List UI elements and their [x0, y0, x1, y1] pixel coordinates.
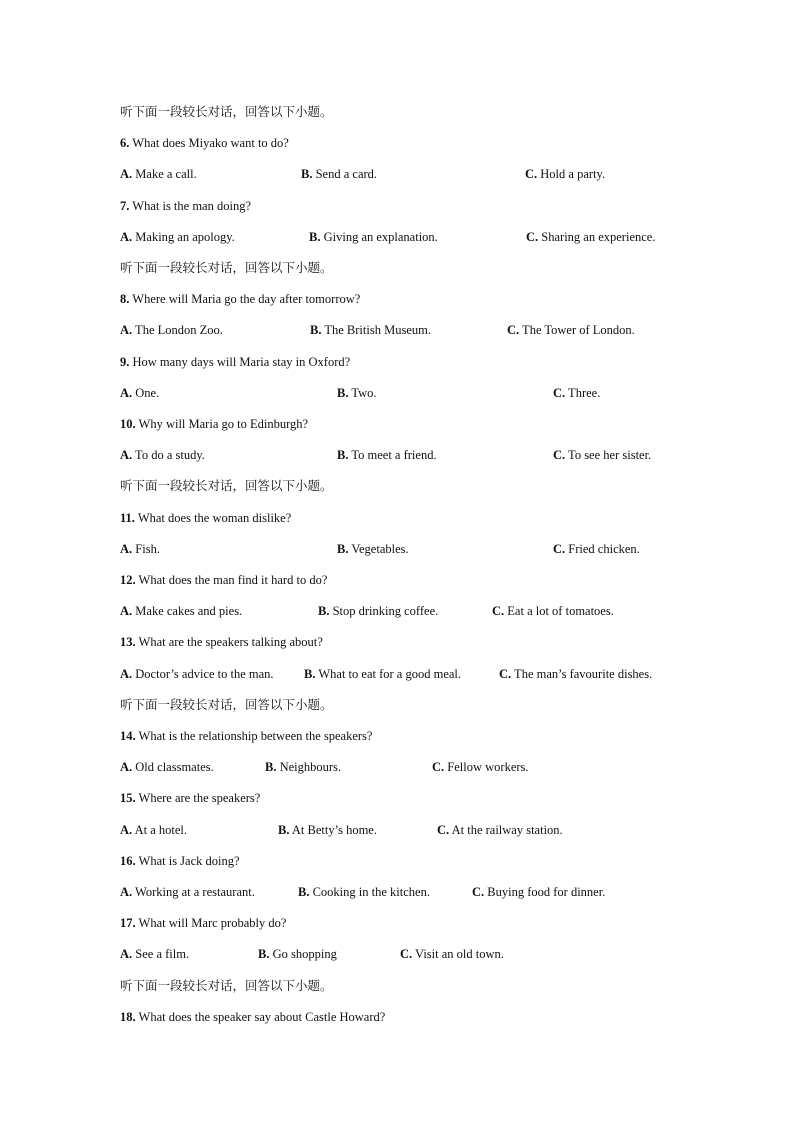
- option-letter: C.: [472, 885, 485, 899]
- answer-option-a[interactable]: [120, 541, 160, 557]
- answer-option-a[interactable]: [120, 946, 189, 962]
- option-letter: A.: [120, 230, 133, 244]
- option-letter: A.: [120, 760, 133, 774]
- question-text: How many days will Maria stay in Oxford?: [129, 355, 351, 369]
- answer-option-c[interactable]: [553, 385, 600, 401]
- option-letter: B.: [298, 885, 310, 899]
- option-text: At the railway station.: [449, 823, 563, 837]
- option-text: Fellow workers.: [444, 760, 529, 774]
- option-text: Giving an explanation.: [320, 230, 438, 244]
- option-text: Fried chicken.: [565, 542, 640, 556]
- section-instruction: 听下面一段较长对话，回答以下小题。: [120, 978, 333, 993]
- option-text: Neighbours.: [276, 760, 342, 774]
- question-number: 15.: [120, 791, 136, 805]
- answer-option-a[interactable]: [120, 603, 242, 619]
- answer-option-a[interactable]: [120, 322, 223, 338]
- answer-option-b[interactable]: [309, 229, 438, 245]
- option-text: The Tower of London.: [519, 323, 635, 337]
- option-text: Old classmates.: [132, 760, 214, 774]
- question-number: 13.: [120, 635, 136, 649]
- answer-option-b[interactable]: [301, 166, 377, 182]
- answer-option-b[interactable]: [318, 603, 438, 619]
- answer-option-b[interactable]: [310, 322, 431, 338]
- option-letter: A.: [120, 542, 133, 556]
- answer-option-c[interactable]: [400, 946, 504, 962]
- option-text: Working at a restaurant.: [132, 885, 255, 899]
- question-text: Where are the speakers?: [135, 791, 261, 805]
- question-text: What is Jack doing?: [135, 854, 240, 868]
- option-text: To see her sister.: [565, 448, 652, 462]
- option-text: Eat a lot of tomatoes.: [504, 604, 614, 618]
- option-letter: A.: [120, 947, 133, 961]
- question: [120, 135, 289, 151]
- option-letter: A.: [120, 604, 133, 618]
- option-letter: C.: [437, 823, 450, 837]
- question-number: 10.: [120, 417, 136, 431]
- answer-option-b[interactable]: [337, 447, 437, 463]
- option-text: What to eat for a good meal.: [315, 667, 462, 681]
- question-number: 14.: [120, 729, 136, 743]
- section-instruction: 听下面一段较长对话，回答以下小题。: [120, 104, 333, 119]
- option-text: Sharing an experience.: [538, 230, 656, 244]
- option-text: At Betty’s home.: [289, 823, 377, 837]
- answer-option-a[interactable]: [120, 759, 214, 775]
- answer-option-c[interactable]: [432, 759, 529, 775]
- option-text: The British Museum.: [321, 323, 431, 337]
- option-text: The man’s favourite dishes.: [511, 667, 653, 681]
- question: [120, 198, 251, 214]
- option-text: Fish.: [132, 542, 160, 556]
- answer-option-c[interactable]: [437, 822, 563, 838]
- option-text: Doctor’s advice to the man.: [132, 667, 274, 681]
- question: [120, 915, 286, 931]
- question: [120, 728, 372, 744]
- option-text: Three.: [565, 386, 601, 400]
- question-text: What does the woman dislike?: [134, 511, 292, 525]
- question-number: 7.: [120, 199, 130, 213]
- option-letter: C.: [525, 167, 538, 181]
- option-letter: B.: [258, 947, 270, 961]
- question-text: Where will Maria go the day after tomorrow?: [129, 292, 361, 306]
- option-letter: B.: [318, 604, 330, 618]
- option-letter: C.: [553, 542, 566, 556]
- option-text: Visit an old town.: [412, 947, 504, 961]
- option-text: Send a card.: [312, 167, 378, 181]
- option-text: The London Zoo.: [132, 323, 223, 337]
- answer-option-a[interactable]: [120, 666, 274, 682]
- option-letter: A.: [120, 667, 133, 681]
- answer-option-b[interactable]: [258, 946, 337, 962]
- question-number: 16.: [120, 854, 136, 868]
- option-letter: B.: [301, 167, 313, 181]
- option-letter: C.: [553, 448, 566, 462]
- question: [120, 790, 260, 806]
- answer-option-c[interactable]: [525, 166, 605, 182]
- answer-option-c[interactable]: [526, 229, 655, 245]
- option-letter: B.: [304, 667, 316, 681]
- option-letter: C.: [492, 604, 505, 618]
- question-text: What will Marc probably do?: [135, 916, 287, 930]
- option-text: Two.: [348, 386, 377, 400]
- question-text: What is the relationship between the speakers?: [135, 729, 373, 743]
- answer-option-b[interactable]: [337, 541, 409, 557]
- question-text: What does Miyako want to do?: [129, 136, 289, 150]
- option-text: Buying food for dinner.: [484, 885, 606, 899]
- answer-option-a[interactable]: [120, 822, 187, 838]
- question-number: 12.: [120, 573, 136, 587]
- option-letter: C.: [507, 323, 520, 337]
- option-letter: B.: [337, 542, 349, 556]
- answer-option-c[interactable]: [472, 884, 605, 900]
- option-text: Stop drinking coffee.: [329, 604, 439, 618]
- question-text: What are the speakers talking about?: [135, 635, 323, 649]
- answer-option-b[interactable]: [278, 822, 377, 838]
- option-text: Make cakes and pies.: [132, 604, 243, 618]
- option-letter: C.: [400, 947, 413, 961]
- option-letter: B.: [337, 448, 349, 462]
- question: [120, 510, 291, 526]
- option-text: Vegetables.: [348, 542, 409, 556]
- option-text: To meet a friend.: [348, 448, 437, 462]
- section-instruction: 听下面一段较长对话，回答以下小题。: [120, 478, 333, 493]
- question-text: What does the speaker say about Castle Howard?: [135, 1010, 386, 1024]
- option-letter: A.: [120, 386, 133, 400]
- option-text: See a film.: [132, 947, 190, 961]
- question: [120, 291, 360, 307]
- answer-option-c[interactable]: [553, 541, 640, 557]
- option-letter: B.: [309, 230, 321, 244]
- question-number: 11.: [120, 511, 135, 525]
- option-letter: B.: [265, 760, 277, 774]
- answer-option-b[interactable]: [304, 666, 461, 682]
- option-text: Making an apology.: [132, 230, 235, 244]
- question-text: Why will Maria go to Edinburgh?: [135, 417, 309, 431]
- option-text: At a hotel.: [132, 823, 188, 837]
- option-letter: C.: [499, 667, 512, 681]
- option-letter: A.: [120, 448, 133, 462]
- option-text: To do a study.: [132, 448, 205, 462]
- answer-option-c[interactable]: [507, 322, 635, 338]
- option-text: Go shopping: [269, 947, 337, 961]
- question-text: What does the man find it hard to do?: [135, 573, 328, 587]
- option-letter: A.: [120, 167, 133, 181]
- question: [120, 416, 308, 432]
- answer-option-a[interactable]: [120, 447, 205, 463]
- question: [120, 853, 240, 869]
- question: [120, 572, 327, 588]
- option-letter: A.: [120, 823, 133, 837]
- option-text: One.: [132, 386, 160, 400]
- answer-option-a[interactable]: [120, 229, 235, 245]
- question-number: 6.: [120, 136, 130, 150]
- section-instruction: 听下面一段较长对话，回答以下小题。: [120, 260, 333, 275]
- answer-option-c[interactable]: [492, 603, 614, 619]
- option-text: Hold a party.: [537, 167, 606, 181]
- option-letter: C.: [526, 230, 539, 244]
- option-letter: A.: [120, 323, 133, 337]
- question-number: 17.: [120, 916, 136, 930]
- option-letter: C.: [432, 760, 445, 774]
- answer-option-a[interactable]: [120, 166, 197, 182]
- option-letter: A.: [120, 885, 133, 899]
- question-number: 9.: [120, 355, 130, 369]
- section-instruction: 听下面一段较长对话，回答以下小题。: [120, 697, 333, 712]
- option-text: Cooking in the kitchen.: [309, 885, 430, 899]
- question: [120, 634, 323, 650]
- answer-option-a[interactable]: [120, 884, 255, 900]
- question-number: 18.: [120, 1010, 136, 1024]
- question-number: 8.: [120, 292, 130, 306]
- answer-option-c[interactable]: [499, 666, 652, 682]
- answer-option-b[interactable]: [265, 759, 341, 775]
- option-text: Make a call.: [132, 167, 197, 181]
- question-text: What is the man doing?: [129, 199, 251, 213]
- option-letter: B.: [310, 323, 322, 337]
- option-letter: C.: [553, 386, 566, 400]
- question: [120, 1009, 385, 1025]
- answer-option-a[interactable]: [120, 385, 159, 401]
- answer-option-c[interactable]: [553, 447, 651, 463]
- option-letter: B.: [337, 386, 349, 400]
- answer-option-b[interactable]: [337, 385, 377, 401]
- question: [120, 354, 350, 370]
- answer-option-b[interactable]: [298, 884, 430, 900]
- option-letter: B.: [278, 823, 290, 837]
